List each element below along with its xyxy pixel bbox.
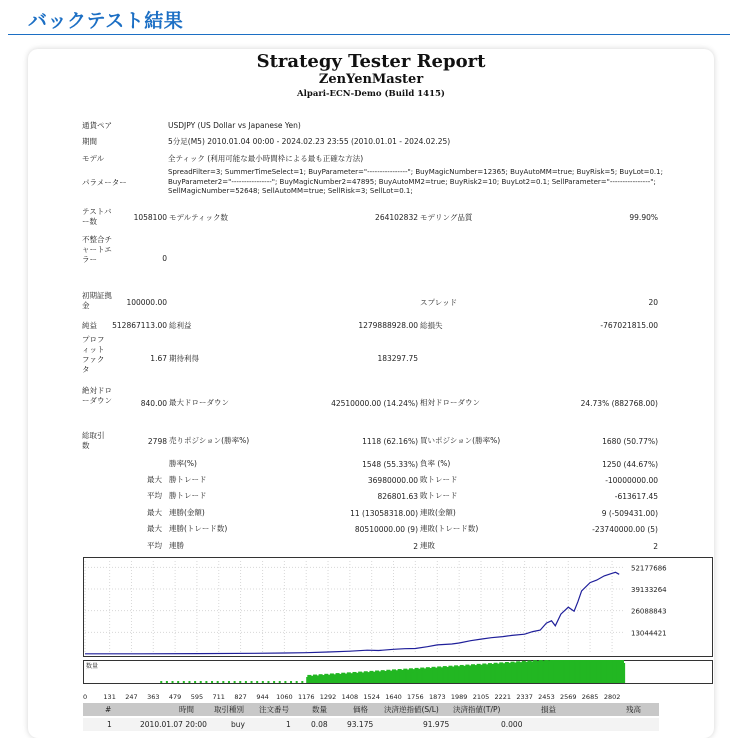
x-tick-label: 131	[103, 693, 116, 701]
largest-loss-label: 敗トレード	[420, 475, 458, 484]
x-tick-label: 1292	[319, 693, 337, 701]
x-axis	[83, 686, 713, 701]
volume-bar	[205, 681, 207, 683]
volume-bar	[290, 681, 292, 683]
model-label: モデル	[82, 154, 105, 163]
page-title: バックテスト結果	[28, 10, 184, 32]
volume-bar	[279, 681, 281, 683]
net-value: 512867113.00	[112, 321, 167, 330]
gross-loss-value: -767021815.00	[600, 321, 658, 330]
th-time: 時間	[179, 705, 194, 714]
volume-bar	[621, 663, 625, 683]
volume-bar	[251, 681, 253, 683]
th-order: 注文番号	[259, 705, 289, 714]
avg-cons-win-value: 2	[413, 542, 418, 551]
cons-win-cnt-value: 80510000.00 (9)	[354, 525, 418, 534]
y-tick-label: 26088843	[631, 607, 667, 616]
quality-value: 99.90%	[629, 213, 658, 222]
payoff-value: 183297.75	[377, 354, 418, 363]
td-order: 1	[286, 720, 291, 729]
th-profit: 損益	[541, 705, 556, 714]
x-tick-label: 1408	[341, 693, 359, 701]
volume-bar	[256, 681, 258, 683]
model-value: 全ティック (利用可能な最小時間枠による最も正確な方法)	[168, 154, 364, 163]
x-tick-label: 0	[83, 693, 88, 701]
volume-bar	[183, 681, 185, 683]
gross-profit-value: 1279888928.00	[358, 321, 418, 330]
td-sl: 91.975	[423, 720, 450, 729]
volume-bar	[301, 681, 303, 683]
period-label: 期間	[82, 137, 97, 146]
volume-bar	[228, 681, 230, 683]
trades-table-header	[83, 703, 659, 716]
rel-dd-label: 相対ドローダウン	[420, 398, 480, 407]
th-no: #	[105, 705, 112, 714]
report-build: Alpari-ECN-Demo (Build 1415)	[297, 89, 445, 99]
x-tick-label: 247	[125, 693, 138, 701]
long-value: 1680 (50.77%)	[602, 437, 658, 446]
volume-bar	[296, 681, 298, 683]
max-label-1: 最大	[147, 475, 162, 484]
avg-win-value: 826801.63	[377, 492, 418, 501]
bars-value: 1058100	[133, 213, 167, 222]
x-tick-label: 2337	[516, 693, 533, 701]
abs-dd-label: 絶対ドローダウン	[82, 386, 112, 405]
x-tick-label: 1873	[429, 693, 446, 701]
x-tick-label: 479	[168, 693, 182, 701]
x-tick-label: 2453	[538, 693, 555, 701]
volume-bar	[262, 681, 264, 683]
th-lots: 数量	[312, 705, 327, 714]
volume-bar	[234, 681, 236, 683]
ticks-value: 264102832	[375, 213, 418, 222]
avg-loss-value: -613617.45	[614, 492, 658, 501]
spread-value: 20	[648, 298, 658, 307]
params-label: パラメーター	[82, 178, 127, 187]
short-label: 売りポジション(勝率%)	[169, 436, 250, 445]
volume-bar	[245, 681, 247, 683]
volume-bar	[200, 681, 202, 683]
volume-bar	[273, 681, 275, 683]
table-row	[83, 718, 659, 731]
volume-bar	[222, 681, 224, 683]
trades-label: 総取引数	[82, 431, 105, 450]
title-underline	[8, 34, 730, 35]
deposit-label: 初期証拠金	[82, 291, 112, 310]
loss-label: 負率 (%)	[420, 459, 451, 468]
avg-cons-loss-value: 2	[653, 542, 658, 551]
x-tick-label: 363	[147, 693, 160, 701]
report-title: Strategy Tester Report	[256, 51, 486, 72]
avg-cons-loss-label: 連敗	[420, 541, 435, 550]
th-price: 価格	[353, 705, 368, 714]
avg-label-2: 平均	[147, 541, 162, 550]
win-value: 1548 (55.33%)	[362, 460, 418, 469]
ticks-label: モデルティック数	[169, 213, 229, 222]
report-ea-name: ZenYenMaster	[318, 72, 424, 87]
cons-loss-amt-label: 連敗(金額)	[420, 508, 456, 517]
cons-win-cnt-label: 連勝(トレード数)	[169, 524, 228, 533]
y-tick-label: 39133264	[631, 586, 667, 595]
volume-bar	[284, 681, 286, 683]
x-tick-label: 1524	[363, 693, 380, 701]
x-tick-label: 1060	[276, 693, 293, 701]
gross-profit-label: 総利益	[169, 321, 192, 330]
gross-loss-label: 総損失	[420, 321, 443, 330]
mismatch-label: 不整合チャートエラー	[82, 235, 112, 264]
y-tick-label: 13044421	[631, 629, 667, 638]
symbol-value: USDJPY (US Dollar vs Japanese Yen)	[168, 121, 301, 130]
td-price: 93.175	[347, 720, 374, 729]
avg-loss-label: 敗トレード	[420, 491, 458, 500]
largest-win-label: 勝トレード	[169, 475, 207, 484]
x-tick-label: 1176	[297, 693, 315, 701]
volume-bar	[239, 681, 241, 683]
win-label: 勝率(%)	[169, 459, 197, 468]
symbol-label: 通貨ペア	[82, 121, 112, 130]
volume-bar	[160, 681, 162, 683]
max-dd-label: 最大ドローダウン	[169, 398, 229, 407]
x-tick-label: 595	[190, 693, 204, 701]
th-tp: 決済指値(T/P)	[453, 705, 501, 714]
td-no: 1	[107, 720, 112, 729]
avg-cons-win-label: 連勝	[169, 541, 184, 550]
avg-win-label: 勝トレード	[169, 491, 207, 500]
x-tick-label: 827	[234, 693, 247, 701]
long-label: 買いポジション(勝率%)	[420, 436, 501, 445]
x-tick-label: 944	[256, 693, 269, 701]
volume-chart-svg	[83, 660, 713, 684]
balance-chart	[83, 557, 713, 657]
trades-value: 2798	[147, 437, 167, 446]
params-value: SpreadFilter=3; SummerTimeSelect=1; BuyParameter="----------------"; BuyMagicNumber=12365; BuyAutoMM=true; BuyRisk=5; BuyLot=0.1; BuyParameter2="----------------"; BuyMagicNumber2=47895; BuyAutoMM2=true; BuyRisk2=10; BuyLot2=0.1; SellParameter="----------------"; SellMagicNumber=52648; SellAutoMM=true; SellRisk=3; SellLot=0.1;	[168, 168, 663, 195]
volume-chart	[83, 660, 713, 684]
payoff-label: 期待利得	[169, 354, 199, 363]
x-tick-label: 2685	[581, 693, 599, 701]
cons-win-amt-label: 連勝(金額)	[169, 508, 205, 517]
volume-bar	[217, 681, 219, 683]
x-tick-label: 2802	[603, 693, 621, 701]
td-lots: 0.08	[311, 720, 328, 729]
volume-bar	[172, 681, 174, 683]
y-tick-label: 52177686	[631, 564, 667, 573]
volume-bar	[194, 681, 196, 683]
x-tick-label: 2569	[559, 693, 577, 701]
x-tick-label: 1756	[407, 693, 424, 701]
period-value: 5分足(M5) 2010.01.04 00:00 - 2024.02.23 23:55 (2010.01.01 - 2024.02.25)	[168, 137, 451, 146]
th-sl: 決済逆指値(S/L)	[384, 705, 439, 714]
page-header	[0, 0, 738, 36]
th-balance: 残高	[626, 705, 641, 714]
volume-bar	[188, 681, 190, 683]
cons-loss-amt-value: 9 (-509431.00)	[601, 509, 658, 518]
loss-value: 1250 (44.67%)	[602, 460, 658, 469]
volume-bar	[166, 681, 168, 683]
cons-win-amt-value: 11 (13058318.00)	[350, 509, 418, 518]
max-label-3: 最大	[147, 524, 162, 533]
volume-bar	[211, 681, 213, 683]
x-axis-svg	[83, 691, 713, 701]
th-type: 取引種別	[214, 705, 244, 714]
pf-value: 1.67	[150, 354, 167, 363]
volume-bar	[267, 681, 269, 683]
chart-frame	[84, 558, 713, 657]
x-tick-label: 711	[212, 693, 225, 701]
abs-dd-value: 840.00	[140, 399, 167, 408]
pf-label: プロフィットファクタ	[82, 335, 105, 374]
td-time: 2010.01.07 20:00	[140, 720, 207, 729]
short-value: 1118 (62.16%)	[362, 437, 418, 446]
spread-label: スプレッド	[420, 298, 458, 307]
balance-chart-svg	[83, 557, 713, 657]
x-tick-label: 1989	[450, 693, 468, 701]
x-tick-label: 1640	[385, 693, 402, 701]
max-label-2: 最大	[147, 508, 162, 517]
x-tick-label: 2105	[472, 693, 490, 701]
cons-loss-cnt-value: -23740000.00 (5)	[592, 525, 658, 534]
quality-label: モデリング品質	[420, 213, 473, 222]
max-dd-value: 42510000.00 (14.24%)	[331, 399, 418, 408]
volume-bar	[177, 681, 179, 683]
cons-loss-cnt-label: 連敗(トレード数)	[420, 524, 479, 533]
td-tp: 0.000	[501, 720, 523, 729]
net-label: 純益	[82, 321, 97, 330]
avg-label-1: 平均	[147, 491, 162, 500]
td-type: buy	[231, 720, 245, 729]
x-tick-label: 2221	[494, 693, 512, 701]
rel-dd-value: 24.73% (882768.00)	[580, 399, 658, 408]
largest-loss-value: -10000000.00	[605, 476, 658, 485]
bars-label: テストバー数	[82, 207, 112, 226]
largest-win-value: 36980000.00	[367, 476, 418, 485]
deposit-value: 100000.00	[126, 298, 167, 307]
mismatch-value: 0	[162, 254, 167, 263]
volume-label: 数量	[86, 663, 99, 670]
